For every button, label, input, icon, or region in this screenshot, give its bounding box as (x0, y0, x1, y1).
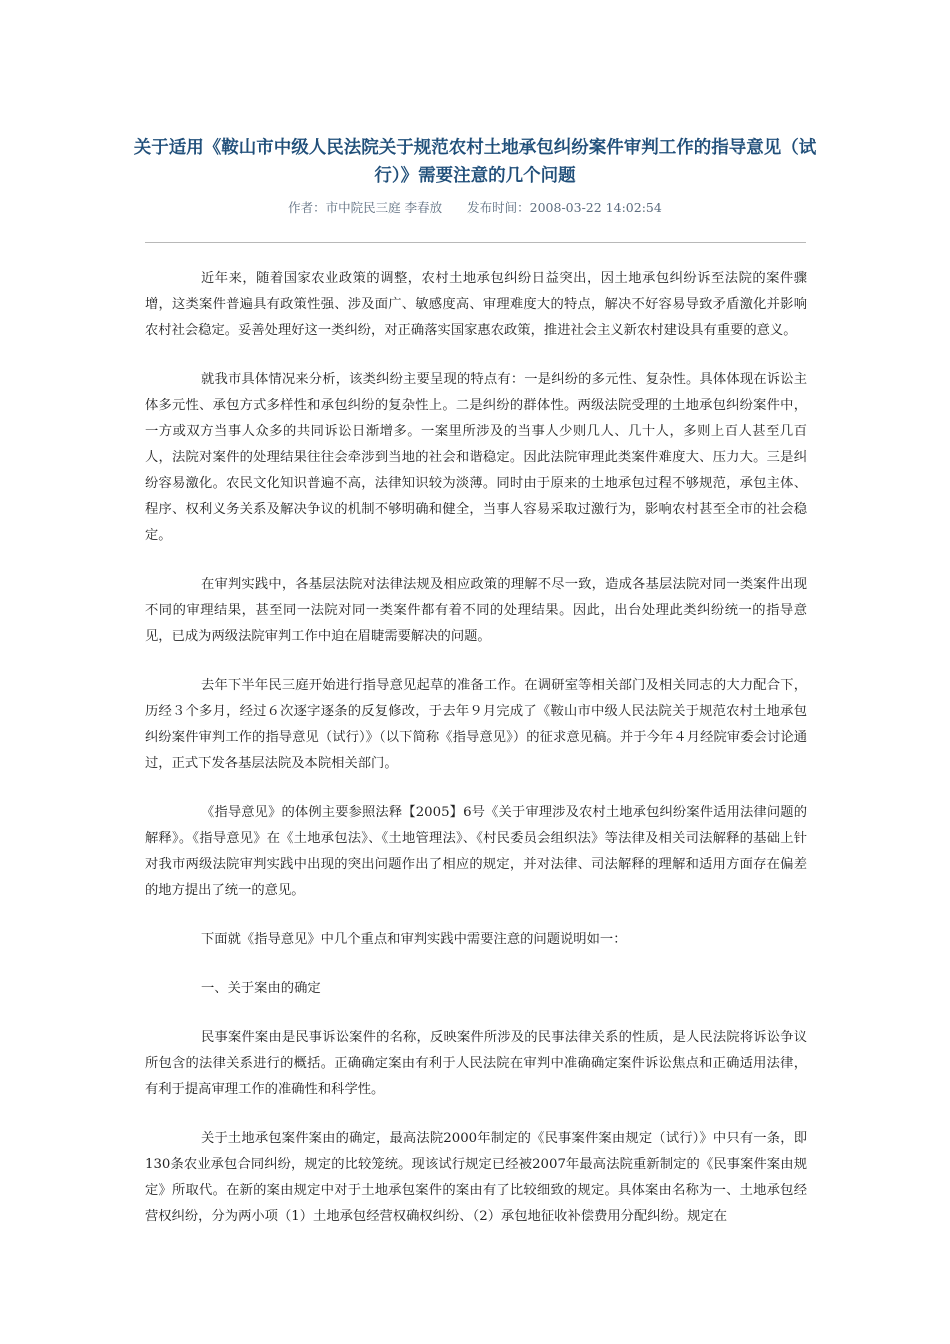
paragraph: 关于土地承包案件案由的确定，最高法院2000年制定的《民事案件案由规定（试行）》中只有一条，即130条农业承包合同纠纷，规定的比较笼统。现该试行规定已经被2007年最高法院重新制定的《民事案件案由规定》所取代。在新的案由规定中对于土地承包案件的案由有了比较细致的规定。具体案由名称为一、土地承包经营权纠纷，分为两小项（1）土地承包经营权确权纠纷、（2）承包地征收补偿费用分配纠纷。规定在 (145, 1131, 807, 1224)
paragraph: 去年下半年民三庭开始进行指导意见起草的准备工作。在调研室等相关部门及相关同志的大力配合下，历经３个多月，经过６次逐字逐条的反复修改，于去年９月完成了《鞍山市中级人民法院关于规范农村土地承包纠纷案件审判工作的指导意见（试行）》（以下简称《指导意见》）的征求意见稿。并于今年４月经院审委会讨论通过，正式下发各基层法院及本院相关部门。 (145, 678, 807, 771)
article-body (145, 266, 807, 1253)
paragraph: 《指导意见》的体例主要参照法释【2005】6号《关于审理涉及农村土地承包纠纷案件适用法律问题的解释》。《指导意见》在《土地承包法》、《土地管理法》、《村民委员会组织法》等法律及相关司法解释的基础上针对我市两级法院审判实践中出现的突出问题作出了相应的规定，并对法律、司法解释的理解和适用方面存在偏差的地方提出了统一的意见。 (145, 805, 807, 898)
paragraph: 近年来，随着国家农业政策的调整，农村土地承包纠纷日益突出，因土地承包纠纷诉至法院的案件骤增，这类案件普遍具有政策性强、涉及面广、敏感度高、审理难度大的特点，解决不好容易导致矛盾激化并影响农村社会稳定。妥善处理好这一类纠纷，对正确落实国家惠农政策，推进社会主义新农村建设具有重要的意义。 (145, 271, 807, 338)
paragraph: 下面就《指导意见》中几个重点和审判实践中需要注意的问题说明如一： (201, 932, 627, 947)
paragraph: 民事案件案由是民事诉讼案件的名称，反映案件所涉及的民事法律关系的性质，是人民法院将诉讼争议所包含的法律关系进行的概括。正确确定案由有利于人民法院在审判中准确确定案件诉讼焦点和正确适用法律，有利于提高审理工作的准确性和科学性。 (145, 1030, 807, 1097)
article-title: 关于适用《鞍山市中级人民法院关于规范农村土地承包纠纷案件审判工作的指导意见（试行）》需要注意的几个问题 (133, 137, 817, 186)
divider (145, 242, 806, 243)
paragraph: 在审判实践中，各基层法院对法律法规及相应政策的理解不尽一致，造成各基层法院对同一类案件出现不同的审理结果，甚至同一法院对同一类案件都有着不同的处理结果。因此，出台处理此类纠纷统一的指导意见，已成为两级法院审判工作中迫在眉睫需要解决的问题。 (145, 577, 807, 644)
paragraph: 就我市具体情况来分析，该类纠纷主要呈现的特点有：一是纠纷的多元性、复杂性。具体体现在诉讼主体多元性、承包方式多样性和承包纠纷的复杂性上。二是纠纷的群体性。两级法院受理的土地承包纠纷案件中，一方或双方当事人众多的共同诉讼日渐增多。一案里所涉及的当事人少则几人、几十人，多则上百人甚至几百人，法院对案件的处理结果往往会牵涉到当地的社会和谐稳定。因此法院审理此类案件难度大、压力大。三是纠纷容易激化。农民文化知识普遍不高，法律知识较为淡薄。同时由于原来的土地承包过程不够规范，承包主体、程序、权利义务关系及解决争议的机制不够明确和健全，当事人容易采取过激行为，影响农村甚至全市的社会稳定。 (145, 372, 807, 543)
section-heading: 一、关于案由的确定 (201, 981, 321, 996)
article-meta: 作者：市中院民三庭 李春放 发布时间：2008-03-22 14:02:54 (288, 200, 662, 215)
